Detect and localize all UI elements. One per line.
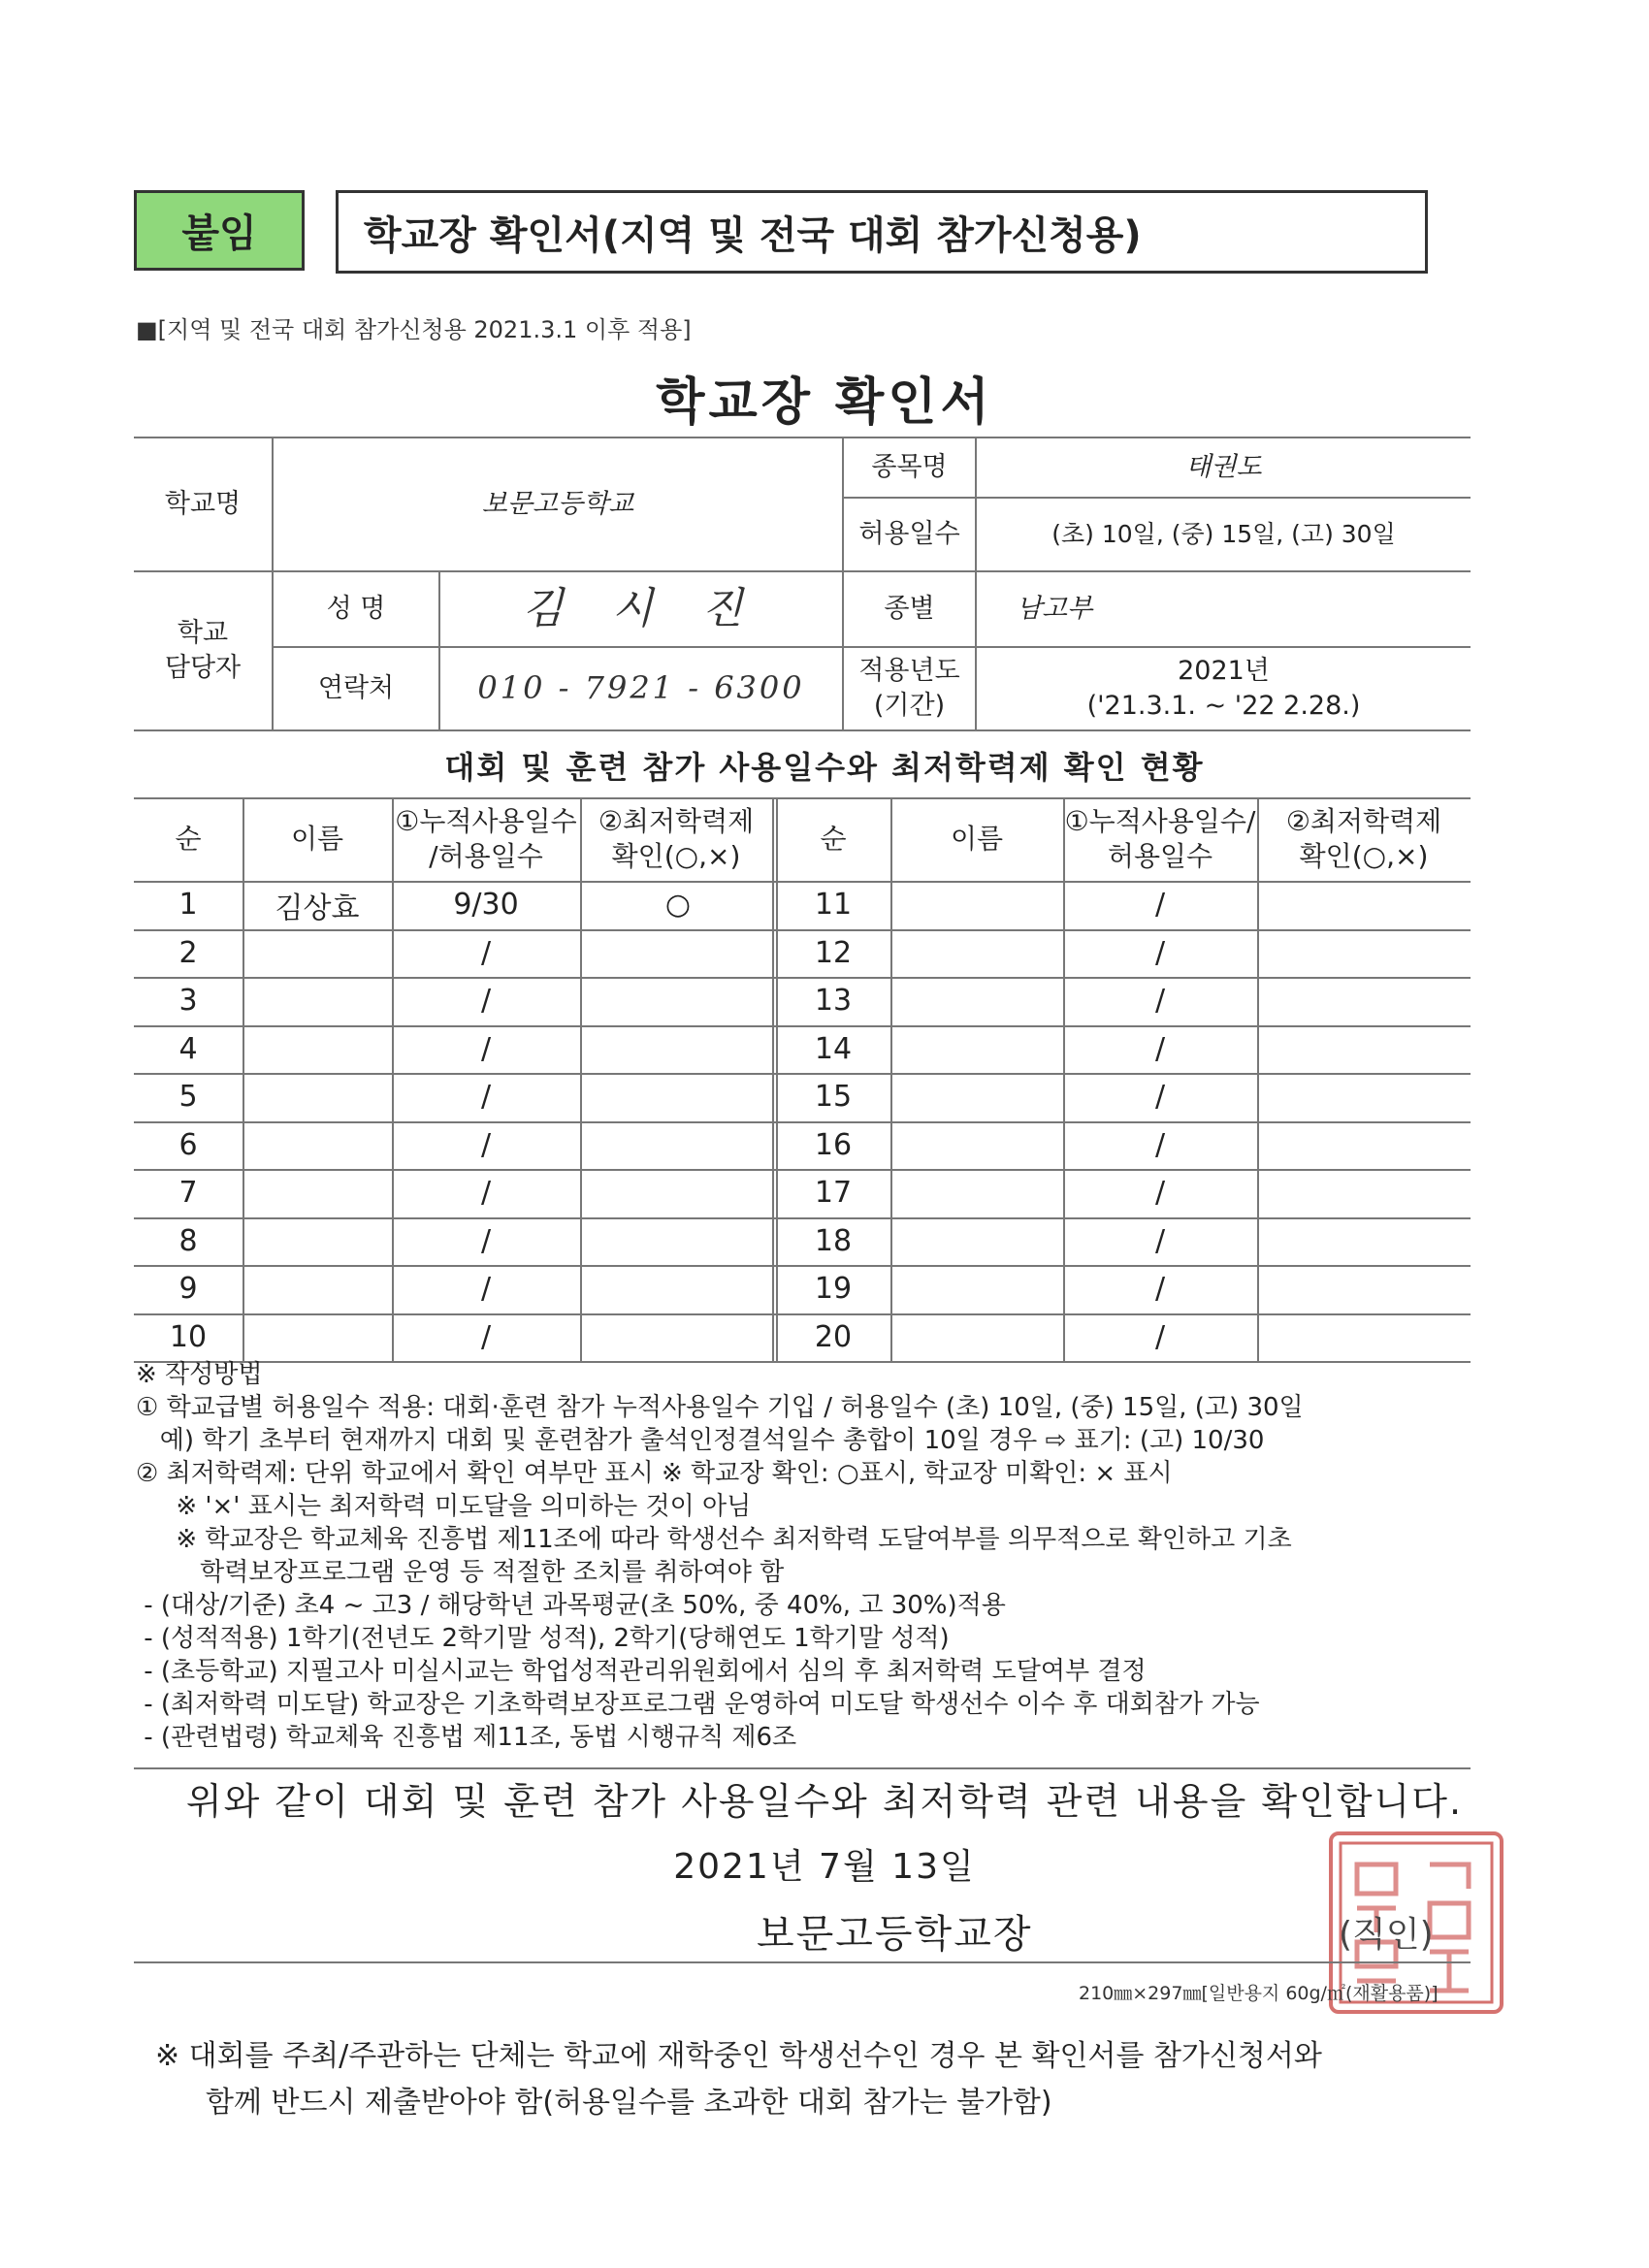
row-name [890,1073,1063,1121]
row-number: 12 [814,935,853,970]
name-value: 김 시 진 [522,584,760,634]
status-title: 대회 및 훈련 참가 사용일수와 최저학력제 확인 현황 [444,749,1205,786]
row-check [580,1169,776,1217]
row-number: 15 [814,1080,853,1115]
row-name [890,929,1063,978]
row-check [580,1217,776,1266]
row-check: ○ [664,888,692,923]
row-check [580,1313,776,1362]
row-days: / [1154,1272,1166,1307]
paper-spec: 210㎜×297㎜[일반용지 60g/㎡(재활용품)] [1079,1983,1439,2004]
row-days: / [480,984,492,1019]
row-name [242,1313,392,1362]
row-number: 2 [178,935,198,970]
row-days: / [1154,1176,1166,1211]
row-name [890,1265,1063,1313]
row-check [580,1265,776,1313]
row-days: / [1154,1031,1166,1066]
row-number: 5 [178,1080,198,1115]
row-check [1257,881,1471,929]
instruction-line: ※ 학교장은 학교체육 진흥법 제11조에 따라 학생선수 최저학력 도달여부를 의무적으로 확인하고 기초 [136,1525,1292,1554]
col-header-check: ②최저학력제 확인(○,×) [1285,804,1442,872]
row-number: 1 [178,888,198,923]
phone-label: 연락처 [317,672,395,703]
instruction-line: 예) 학기 초부터 현재까지 대회 및 훈련참가 출석인정결석일수 총합이 10일 경우 ⇨ 표기: (고) 10/30 [136,1426,1265,1455]
seal-label: (직인) [1339,1915,1434,1955]
row-check [580,1121,776,1170]
row-check [580,977,776,1025]
row-days: / [1154,984,1166,1019]
row-name [242,977,392,1025]
scope-note: ■[지역 및 전국 대회 참가신청용 2021.3.1 이후 적용] [136,316,692,343]
row-number: 3 [178,984,198,1019]
row-days: / [480,1127,492,1162]
header-title: 학교장 확인서(지역 및 전국 대회 참가신청용) [336,190,1428,274]
name-label: 성 명 [326,593,386,624]
col-header-check: ②최저학력제 확인(○,×) [598,804,755,872]
row-number: 20 [814,1319,853,1354]
row-days: / [1154,1223,1166,1258]
document-title: 학교장 확인서 [656,373,993,432]
division-value: 남고부 [1016,593,1093,624]
row-name [242,1217,392,1266]
row-check [1257,977,1471,1025]
row-number: 4 [178,1031,198,1066]
instruction-line: ※ '×' 표시는 최저학력 미도달을 의미하는 것이 아님 [136,1492,752,1521]
attachment-badge: 붙임 [134,190,305,271]
row-name [242,1121,392,1170]
row-days: / [480,1080,492,1115]
row-days: / [480,1223,492,1258]
allowed-days-label: 허용일수 [858,518,960,549]
row-check [1257,1073,1471,1121]
row-check [1257,1217,1471,1266]
instruction-line: ※ 작성방법 [136,1360,263,1389]
instruction-line: ① 학교급별 허용일수 적용: 대회·훈련 참가 누적사용일수 기입 / 허용일수 (초) 10일, (중) 15일, (고) 30일 [136,1393,1304,1422]
allowed-days-value: (초) 10일, (중) 15일, (고) 30일 [1051,520,1396,549]
row-name [242,929,392,978]
row-check [1257,1265,1471,1313]
row-number: 19 [814,1272,853,1307]
row-days: / [480,935,492,970]
col-header-no: 순 [820,822,847,855]
row-name [890,1025,1063,1074]
row-check [1257,1169,1471,1217]
principal-name: 보문고등학교장 [757,1912,1033,1957]
row-name: 김상효 [275,891,360,925]
row-number: 16 [814,1127,853,1162]
col-header-name: 이름 [950,822,1004,855]
row-number: 9 [178,1272,198,1307]
row-check [580,929,776,978]
row-days: / [480,1176,492,1211]
row-days: / [480,1031,492,1066]
instruction-line: 학력보장프로그램 운영 등 적절한 조치를 취하여야 함 [136,1558,785,1587]
row-days: / [1154,935,1166,970]
instruction-line: - (최저학력 미도달) 학교장은 기초학력보장프로그램 운영하여 미도달 학생선수 이수 후 대회참가 가능 [136,1690,1260,1719]
row-check [580,1073,776,1121]
row-number: 17 [814,1176,853,1211]
row-check [1257,1025,1471,1074]
row-name [890,881,1063,929]
row-number: 6 [178,1127,198,1162]
row-check [1257,1121,1471,1170]
row-days: / [1154,1319,1166,1354]
row-name [890,1169,1063,1217]
row-name [890,977,1063,1025]
row-name [242,1073,392,1121]
sport-label: 종목명 [871,451,948,482]
contact-label: 학교 담당자 [164,617,242,683]
row-check [580,1025,776,1074]
row-check [1257,1313,1471,1362]
row-number: 8 [178,1223,198,1258]
instruction-line: - (초등학교) 지필고사 미실시교는 학업성적관리위원회에서 심의 후 최저학력 도달여부 결정 [136,1657,1147,1686]
instructions [136,1358,1474,1754]
row-days: 9/30 [453,888,519,923]
row-number: 11 [814,888,853,923]
sport-value: 태권도 [1185,451,1262,482]
school-value: 보문고등학교 [481,488,634,519]
year-value: 2021년 ('21.3.1. ~ '22 2.28.) [1086,655,1361,721]
row-days: / [480,1319,492,1354]
row-name [890,1217,1063,1266]
col-header-no: 순 [175,822,202,855]
row-number: 10 [169,1319,208,1354]
row-days: / [1154,1080,1166,1115]
row-name [242,1265,392,1313]
row-number: 7 [178,1176,198,1211]
confirm-statement: 위와 같이 대회 및 훈련 참가 사용일수와 최저학력 관련 내용을 확인합니다. [185,1780,1464,1823]
school-label: 학교명 [164,488,242,519]
row-name [242,1169,392,1217]
division-label: 종별 [884,593,935,624]
row-name [242,1025,392,1074]
bottom-note: ※ 대회를 주최/주관하는 단체는 학교에 재학중인 학생선수인 경우 본 확인서를 참가신청서와 함께 반드시 제출받아야 함(허용일수를 초과한 대회 참가는 불가함) [155,2039,1322,2120]
row-number: 13 [814,984,853,1019]
row-number: 14 [814,1031,853,1066]
issue-date: 2021년 7월 13일 [673,1847,976,1887]
row-number: 18 [814,1223,853,1258]
instruction-line: - (관련법령) 학교체육 진흥법 제11조, 동법 시행규칙 제6조 [136,1723,797,1752]
row-days: / [1154,888,1166,923]
instruction-line: - (대상/기준) 초4 ~ 고3 / 해당학년 과목평균(초 50%, 중 40%, 고 30%)적용 [136,1591,1006,1620]
year-label: 적용년도 (기간) [858,655,960,721]
instruction-line: ② 최저학력제: 단위 학교에서 확인 여부만 표시 ※ 학교장 확인: ○표시, 학교장 미확인: × 표시 [136,1459,1173,1488]
row-name [890,1313,1063,1362]
col-header-days: ①누적사용일수 /허용일수 [395,804,577,872]
row-check [1257,929,1471,978]
phone-value: 010 - 7921 - 6300 [477,669,805,707]
col-header-days: ①누적사용일수/ 허용일수 [1064,804,1256,872]
col-header-name: 이름 [290,822,344,855]
row-days: / [1154,1127,1166,1162]
row-name [890,1121,1063,1170]
row-days: / [480,1272,492,1307]
instruction-line: - (성적적용) 1학기(전년도 2학기말 성적), 2학기(당해연도 1학기말 성적) [136,1624,950,1653]
